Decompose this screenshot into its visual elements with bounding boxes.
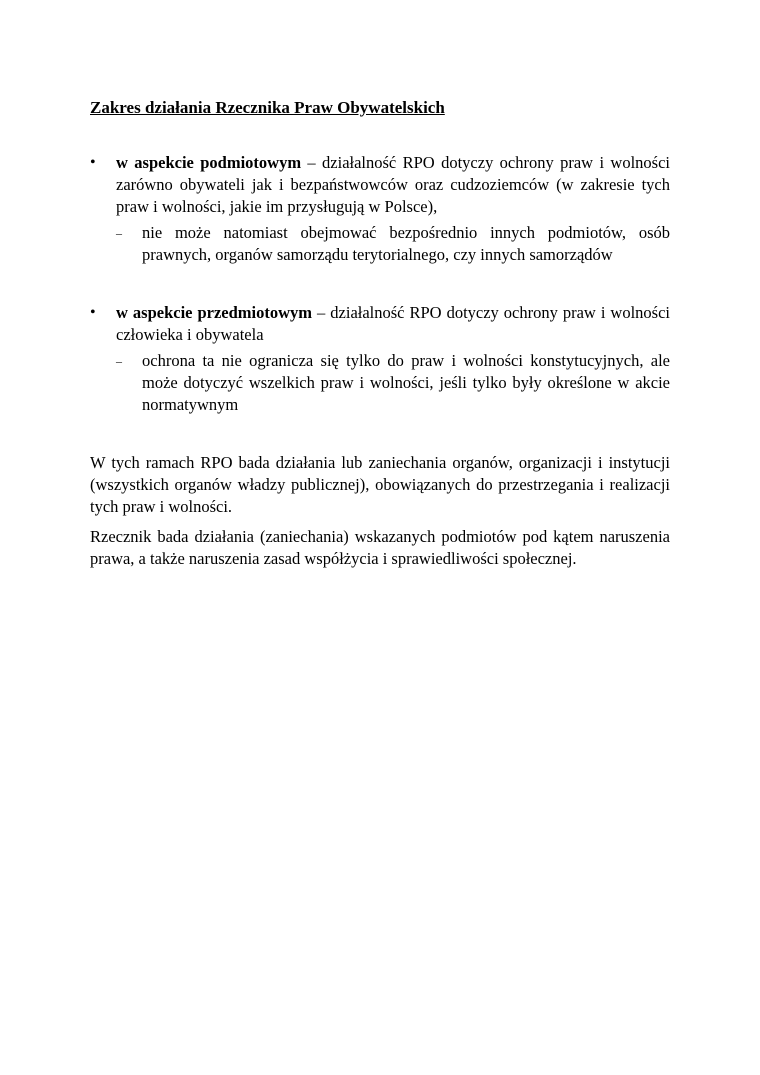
sub-item-text: ochrona ta nie ogranicza się tylko do praw i wolności konstytucyjnych, ale może dotyczyć wszelkich praw i wolności, jeśli tylko były określone w akcie normatywnym xyxy=(142,351,670,414)
bullet-icon: • xyxy=(90,154,96,171)
bullet-body: – działalność RPO dotyczy ochrony praw i wolności człowieka i obywatela xyxy=(116,303,670,344)
sub-item xyxy=(116,350,670,416)
sub-item xyxy=(116,222,670,266)
body-paragraphs xyxy=(90,452,670,570)
bullet-text xyxy=(116,302,670,346)
bullet-item-przedmiotowy xyxy=(90,302,670,416)
paragraph: Rzecznik bada działania (zaniechania) wskazanych podmiotów pod kątem naruszenia prawa, a także naruszenia zasad współżycia i sprawiedliwości społecznej. xyxy=(90,527,670,568)
sub-item-text: nie może natomiast obejmować bezpośrednio innych podmiotów, osób prawnych, organów samorządu terytorialnego, czy innych samorządów xyxy=(142,223,670,264)
document-page xyxy=(90,97,670,578)
dash-icon: – xyxy=(116,354,122,368)
bullet-lead: w aspekcie podmiotowym xyxy=(116,153,302,172)
dash-icon: – xyxy=(116,226,122,240)
bullet-body: – działalność RPO dotyczy ochrony praw i wolności zarówno obywateli jak i bezpaństwowców oraz cudzoziemców (w zakresie tych praw i wolności, jakie im przysługują w Polsce), xyxy=(116,153,670,216)
document-title: Zakres działania Rzecznika Praw Obywatelskich xyxy=(90,98,445,117)
paragraph: W tych ramach RPO bada działania lub zaniechania organów, organizacji i instytucji (wszystkich organów władzy publicznej), obowiązanych do przestrzegania i realizacji tych praw i wolności. xyxy=(90,453,670,516)
bullet-text xyxy=(116,152,670,218)
bullet-lead: w aspekcie przedmiotowym xyxy=(116,303,313,322)
bullet-icon: • xyxy=(90,304,96,321)
bullet-item-podmiotowy xyxy=(90,152,670,266)
